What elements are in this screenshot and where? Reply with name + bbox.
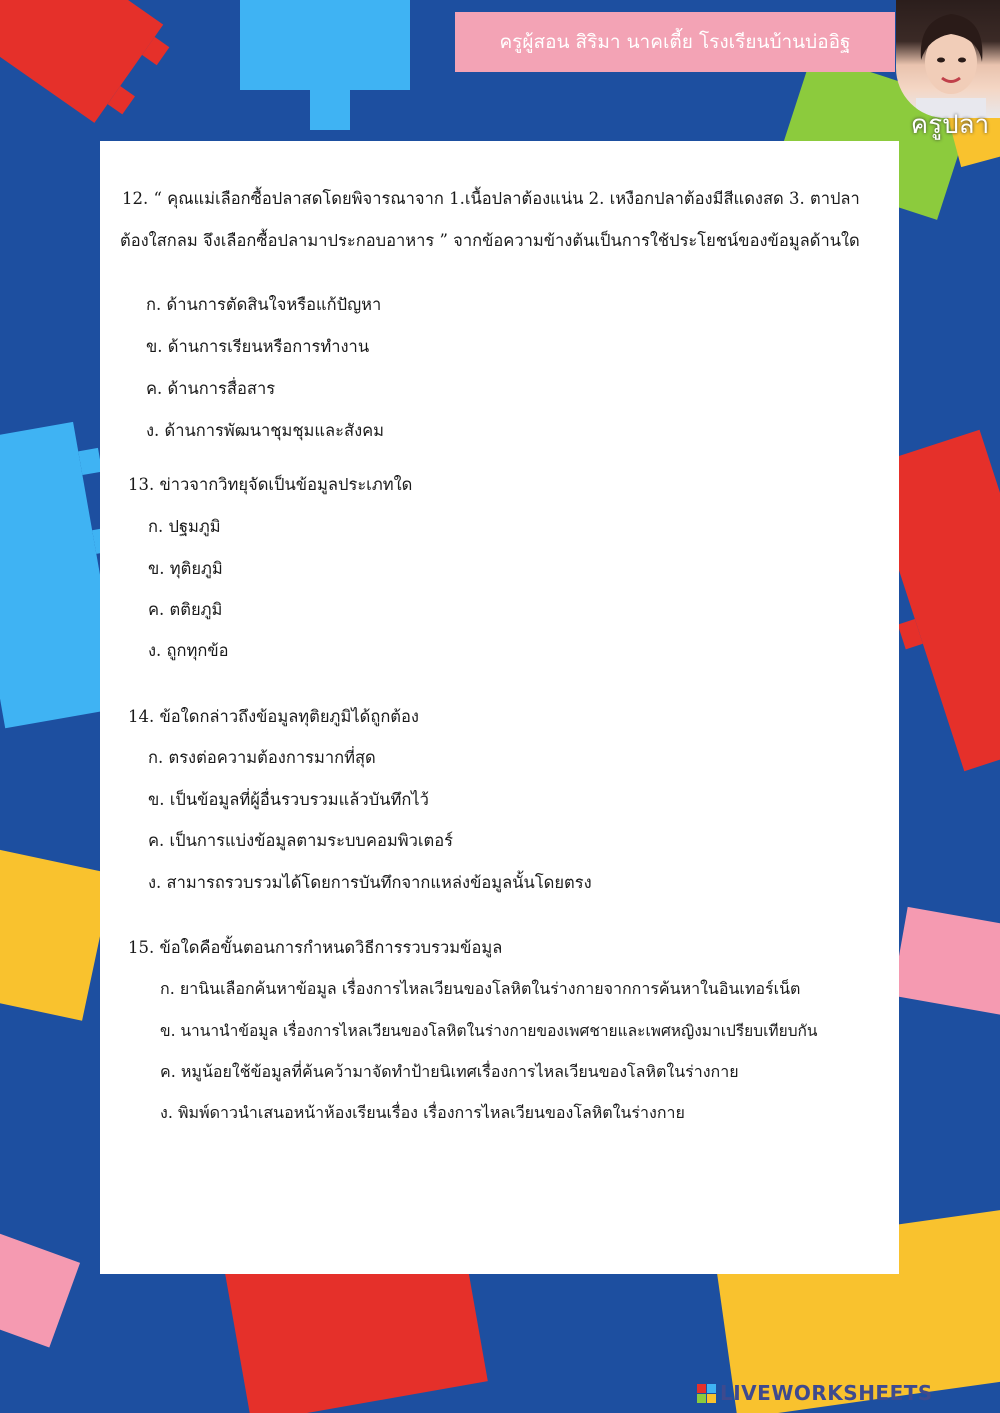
question-14-line-1: 14. ข้อใดกล่าวถึงข้อมูลทุติยภูมิได้ถูกต้อง — [128, 707, 419, 726]
question-14-choice-d: ง. สามารถรวบรวมได้โดยการบันทึกจากแหล่งข้อมูลนั้นโดยตรง — [148, 873, 592, 892]
question-14-choice-b: ข. เป็นข้อมูลที่ผู้อื่นรวบรวมแล้วบันทึกไว้ — [148, 790, 429, 809]
question-13-choice-d: ง. ถูกทุกข้อ — [148, 641, 229, 660]
question-12-choice-b: ข. ด้านการเรียนหรือการทำงาน — [146, 337, 370, 356]
pink-brick-right — [892, 907, 1000, 1016]
yellow-brick-left — [0, 849, 113, 1021]
red-brick-top-left — [0, 0, 178, 133]
liveworksheets-brand: LIVEWORKSHEETS — [720, 1381, 933, 1405]
question-15-line-1: 15. ข้อใดคือขั้นตอนการกำหนดวิธีการรวบรวมข้อมูล — [128, 938, 503, 957]
question-15-choice-a: ก. ยานินเลือกค้นหาข้อมูล เรื่องการไหลเวียนของโลหิตในร่างกายจากการค้นหาในอินเทอร์เน็ต — [160, 979, 801, 998]
question-13-choice-b: ข. ทุติยภูมิ — [148, 559, 223, 578]
question-12-choice-c: ค. ด้านการสื่อสาร — [146, 379, 276, 398]
avatar-portrait-icon — [896, 0, 1000, 118]
question-15-choice-d: ง. พิมพ์ดาวนำเสนอหน้าห้องเรียนเรื่อง เรื่องการไหลเวียนของโลหิตในร่างกาย — [160, 1103, 685, 1122]
teacher-avatar — [896, 0, 1000, 118]
light-blue-brick-top — [240, 0, 410, 130]
question-13-choice-c: ค. ตติยภูมิ — [148, 600, 223, 619]
liveworksheets-icon — [697, 1384, 716, 1403]
question-13-line-1: 13. ข่าวจากวิทยุจัดเป็นข้อมูลประเภทใด — [128, 475, 413, 494]
question-12-line-2: ต้องใสกลม จึงเลือกซื้อปลามาประกอบอาหาร ” จากข้อความข้างต้นเป็นการใช้ประโยชน์ของข้อมูลด้านใด — [120, 231, 860, 250]
question-14-choice-c: ค. เป็นการแบ่งข้อมูลตามระบบคอมพิวเตอร์ — [148, 831, 454, 850]
question-12-choice-d: ง. ด้านการพัฒนาชุมชุมและสังคม — [146, 421, 385, 440]
avatar-caption: ครูปลา — [910, 110, 990, 140]
question-15-choice-b: ข. นานานำข้อมูล เรื่องการไหลเวียนของโลหิตในร่างกายของเพศชายและเพศหญิงมาเปรียบเทียบกัน — [160, 1022, 818, 1040]
question-15-choice-c: ค. หมูน้อยใช้ข้อมูลที่ค้นคว้ามาจัดทำป้ายนิเทศเรื่องการไหลเวียนของโลหิตในร่างกาย — [160, 1062, 739, 1081]
question-12-line-1: 12. “ คุณแม่เลือกซื้อปลาสดโดยพิจารณาจาก 1.เนื้อปลาต้องแน่น 2. เหงือกปลาต้องมีสีแดงสด 3. ตาปลา — [122, 189, 860, 208]
pink-brick-bottom-left — [0, 1229, 80, 1348]
question-12-choice-a: ก. ด้านการตัดสินใจหรือแก้ปัญหา — [146, 295, 382, 314]
question-14-choice-a: ก. ตรงต่อความต้องการมากที่สุด — [148, 748, 376, 767]
teacher-line: ครูผู้สอน สิริมา นาคเตี้ย โรงเรียนบ้านบ่ออิฐ — [499, 31, 851, 53]
question-13-choice-a: ก. ปฐมภูมิ — [148, 517, 221, 536]
liveworksheets-logo — [697, 1380, 933, 1406]
teacher-banner — [455, 12, 895, 72]
